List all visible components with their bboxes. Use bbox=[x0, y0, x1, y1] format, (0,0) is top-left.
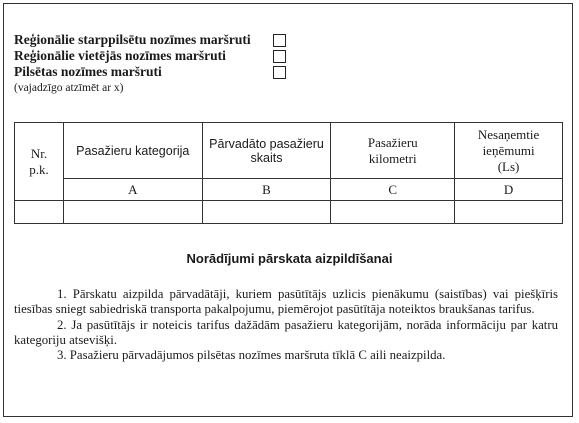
header-category: Pasažieru kategorija bbox=[63, 123, 202, 179]
instruction-item: 1. Pārskatu aizpilda pārvadātāji, kuriem pasūtītājs uzlicis pienākumu (saistības) vai piešķīris tiesības sniegt sabiedriskā transporta pakalpojumu, piemērojot pasūtītāja noteiktos braukšanas tarifus. bbox=[14, 287, 558, 317]
column-letter: C bbox=[331, 179, 455, 201]
header-nr: Nr. p.k. bbox=[15, 123, 64, 201]
column-letter-row bbox=[15, 179, 563, 201]
header-row bbox=[15, 123, 563, 179]
entry-cell-km[interactable] bbox=[331, 201, 455, 224]
route-type-checkbox[interactable] bbox=[273, 34, 286, 47]
route-type-hint: (vajadzīgo atzīmēt ar x) bbox=[14, 82, 124, 94]
header-revenue: Nesaņemtie ieņēmumi (Ls) bbox=[455, 123, 563, 179]
entry-cell-revenue[interactable] bbox=[455, 201, 563, 224]
report-table bbox=[14, 122, 563, 224]
instruction-item: 3. Pasažieru pārvadājumos pilsētas nozīmes maršruta tīklā C aili neaizpilda. bbox=[57, 348, 446, 363]
route-type-list bbox=[14, 32, 289, 95]
route-type-label: Reģionālie starppilsētu nozīmes maršruti bbox=[14, 32, 251, 47]
route-type-regional-local bbox=[14, 48, 289, 64]
header-passenger-count: Pārvadāto pasažieru skaits bbox=[202, 123, 331, 179]
entry-cell-nr[interactable] bbox=[15, 201, 64, 224]
route-type-checkbox[interactable] bbox=[273, 66, 286, 79]
column-letter: B bbox=[202, 179, 331, 201]
route-type-intercity bbox=[14, 32, 289, 48]
instruction-item: 2. Ja pasūtītājs ir noteicis tarifus dažādām pasažieru kategorijām, norāda informāciju par katru kategoriju atsevišķi. bbox=[14, 317, 558, 347]
entry-cell-category[interactable] bbox=[63, 201, 202, 224]
instructions-title: Norādījumi pārskata aizpildīšanai bbox=[186, 251, 393, 266]
header-passenger-km: Pasažieru kilometri bbox=[331, 123, 455, 179]
route-type-checkbox[interactable] bbox=[273, 50, 286, 63]
entry-cell-count[interactable] bbox=[202, 201, 331, 224]
route-type-label: Reģionālie vietējās nozīmes maršruti bbox=[14, 48, 226, 63]
route-type-label: Pilsētas nozīmes maršruti bbox=[14, 64, 162, 79]
column-letter: D bbox=[455, 179, 563, 201]
route-type-city bbox=[14, 64, 289, 80]
data-entry-row bbox=[15, 201, 563, 224]
column-letter: A bbox=[63, 179, 202, 201]
instructions-body bbox=[14, 287, 558, 363]
